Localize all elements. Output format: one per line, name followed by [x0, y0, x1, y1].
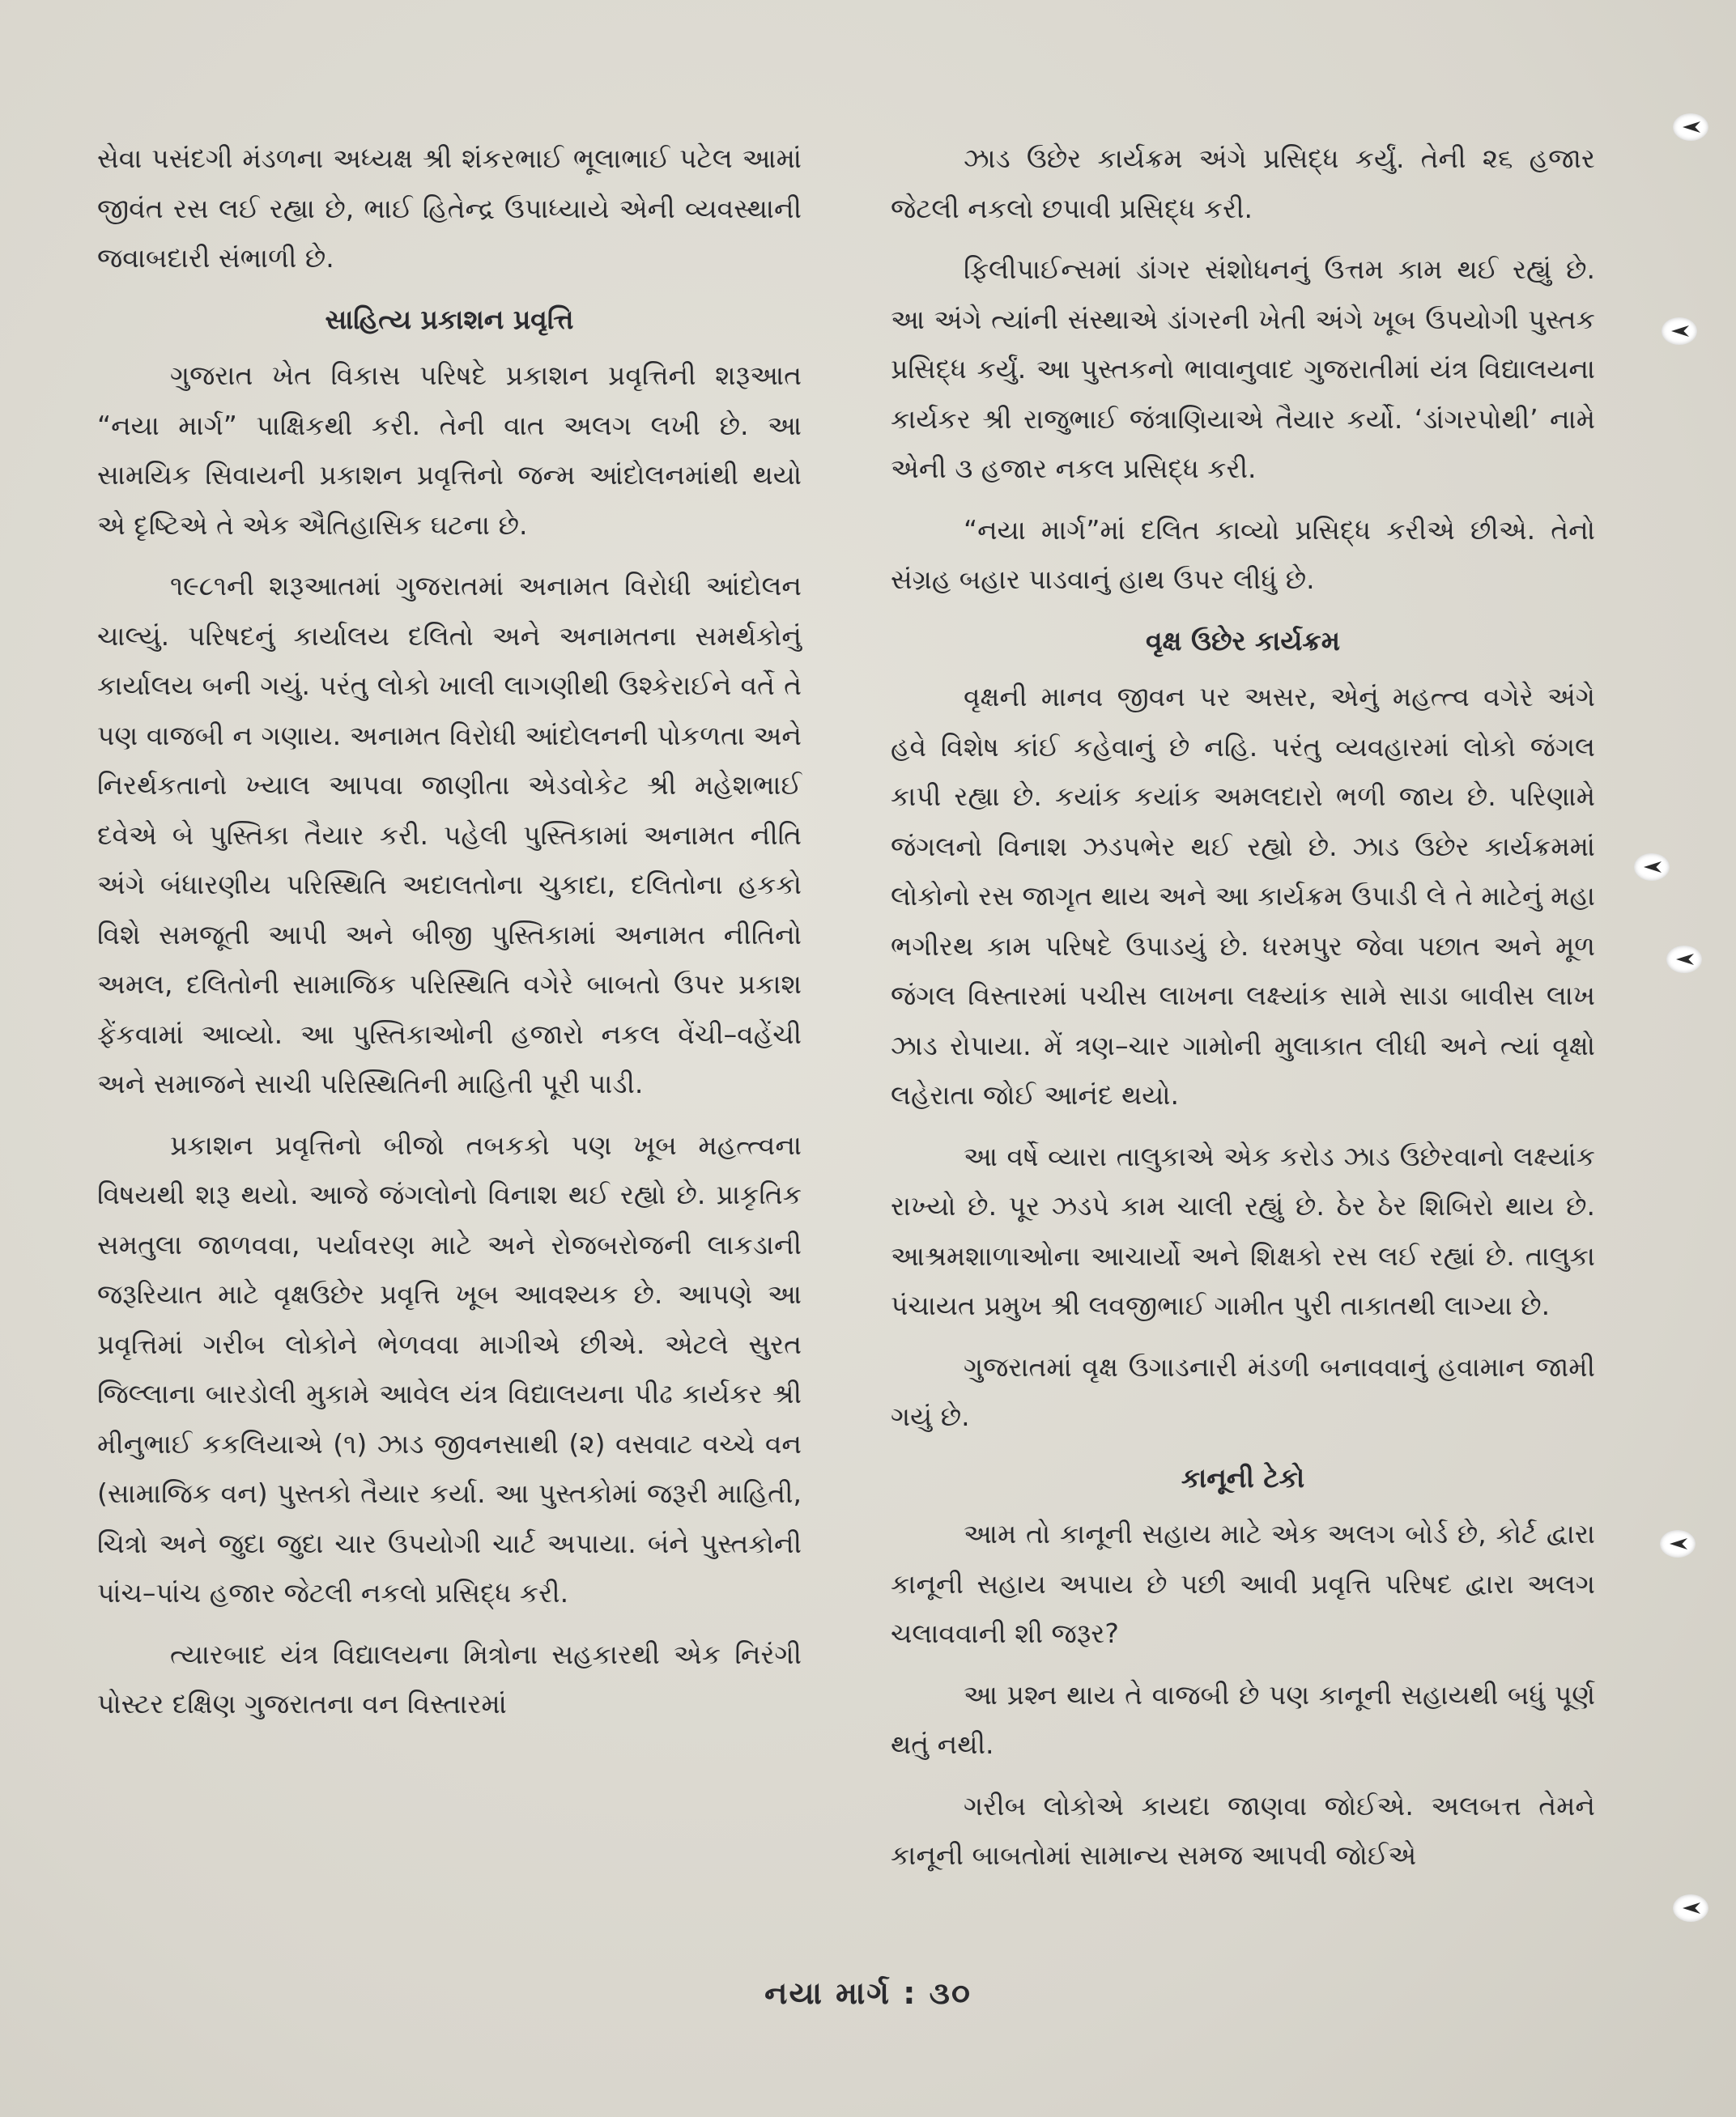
punch-hole-icon [1666, 946, 1702, 973]
punch-hole-icon [1673, 1894, 1708, 1922]
paragraph: આ વર્ષે વ્યારા તાલુકાએ એક કરોડ ઝાડ ઉછેરવાનો લક્ષ્યાંક રાખ્યો છે. પૂર ઝડપે કામ ચાલી રહ્યું છે. ઠેર ઠેર શિબિરો થાય છે. આશ્રમશાળાઓના આચાર્યો અને શિક્ષકો રસ લઈ રહ્યાં છે. તાલુકા પંચાયત પ્રમુખ શ્રી લવજીભાઈ ગામીત પુરી તાકાતથી લાગ્યા છે. [891, 1140, 1595, 1321]
paragraph: સેવા પસંદગી મંડળના અધ્યક્ષ શ્રી શંકરભાઈ ભૂલાભાઈ પટેલ આમાં જીવંત રસ લઈ રહ્યા છે, ભાઈ હિતેન્દ્ર ઉપાધ્યાયે એની વ્યવસ્થાની જવાબદારી સંભાળી છે. [97, 142, 802, 274]
punch-hole-icon [1634, 853, 1670, 881]
paragraph: ગુજરાતમાં વૃક્ષ ઉગાડનારી મંડળી બનાવવાનું હવામાન જામી ગયું છે. [891, 1350, 1595, 1432]
left-column [97, 134, 802, 1741]
paragraph: આમ તો કાનૂની સહાય માટે એક અલગ બોર્ડ છે, કોર્ટ દ્વારા કાનૂની સહાય અપાય છે પછી આવી પ્રવૃત્તિ પરિષદ દ્વારા અલગ ચલાવવાની શી જરૂર? [891, 1518, 1595, 1649]
paragraph: ફિલીપાઈન્સમાં ડાંગર સંશોધનનું ઉત્તમ કામ થઈ રહ્યું છે. આ અંગે ત્યાંની સંસ્થાએ ડાંગરની ખેતી અંગે ખૂબ ઉપયોગી પુસ્તક પ્રસિદ્ધ કર્યું. આ પુસ્તકનો ભાવાનુવાદ ગુજરાતીમાં યંત્ર વિદ્યાલયના કાર્યકર શ્રી રાજુભાઈ જંત્રાણિયાએ તૈયાર કર્યો. ‘ડાંગરપોથી’ નામે એની ૩ હજાર નકલ પ્રસિદ્ધ કરી. [891, 253, 1595, 484]
paragraph: ૧૯૮૧ની શરૂઆતમાં ગુજરાતમાં અનામત વિરોધી આંદોલન ચાલ્યું. પરિષદનું કાર્યાલય દલિતો અને અનામતના સમર્થકોનું કાર્યાલય બની ગયું. પરંતુ લોકો ખાલી લાગણીથી ઉશ્કેરાઈને વર્તે તે પણ વાજબી ન ગણાય. અનામત વિરોધી આંદોલનની પોકળતા અને નિરર્થકતાનો ખ્યાલ આપવા જાણીતા એડવોકેટ શ્રી મહેશભાઈ દવેએ બે પુસ્તિકા તૈયાર કરી. પહેલી પુસ્તિકામાં અનામત નીતિ અંગે બંધારણીય પરિસ્થિતિ અદાલતોના ચુકાદા, દલિતોના હકકો વિશે સમજૂતી આપી અને બીજી પુસ્તિકામાં અનામત નીતિનો અમલ, દલિતોની સામાજિક પરિસ્થિતિ વગેરે બાબતો ઉપર પ્રકાશ ફેંકવામાં આવ્યો. આ પુસ્તિકાઓની હજારો નકલ વેંચી–વહેંચી અને સમાજને સાચી પરિસ્થિતિની માહિતી પૂરી પાડી. [97, 570, 802, 1099]
punch-hole-icon [1662, 317, 1697, 345]
paragraph: ત્યારબાદ યંત્ર વિદ્યાલયના મિત્રોના સહકારથી એક નિરંગી પોસ્ટર દક્ષિણ ગુજરાતના વન વિસ્તારમાં [97, 1638, 802, 1720]
section-heading: કાનૂની ટેકો [1181, 1461, 1305, 1494]
page-footer: નયા માર્ગ : ૩૦ [764, 1975, 972, 2011]
paragraph: પ્રકાશન પ્રવૃત્તિનો બીજો તબકકો પણ ખૂબ મહત્ત્વના વિષયથી શરૂ થયો. આજે જંગલોનો વિનાશ થઈ રહ્યો છે. પ્રાકૃતિક સમતુલા જાળવવા, પર્યાવરણ માટે અને રોજબરોજની લાકડાની જરૂરિયાત માટે વૃક્ષઉછેર પ્રવૃત્તિ ખૂબ આવશ્યક છે. આપણે આ પ્રવૃત્તિમાં ગરીબ લોકોને ભેળવવા માગીએ છીએ. એટલે સુરત જિલ્લાના બારડોલી મુકામે આવેલ યંત્ર વિદ્યાલયના પીઢ કાર્યકર શ્રી મીનુભાઈ કકલિયાએ (૧) ઝાડ જીવનસાથી (૨) વસવાટ વચ્ચે વન (સામાજિક વન) પુસ્તકો તૈયાર કર્યા. આ પુસ્તકોમાં જરૂરી માહિતી, ચિત્રો અને જુદા જુદા ચાર ઉપયોગી ચાર્ટ અપાયા. બંને પુસ્તકોની પાંચ–પાંચ હજાર જેટલી નકલો પ્રસિદ્ધ કરી. [97, 1129, 802, 1609]
section-heading: સાહિત્ય પ્રકાશન પ્રવૃત્તિ [325, 303, 574, 335]
right-column [891, 134, 1595, 1892]
section-heading: વૃક્ષ ઉછેર કાર્યક્રમ [1145, 624, 1341, 657]
paragraph: ગરીબ લોકોએ કાયદા જાણવા જોઈએ. અલબત્ત તેમને કાનૂની બાબતોમાં સામાન્ય સમજ આપવી જોઈએ [891, 1789, 1595, 1871]
paragraph: ગુજરાત ખેત વિકાસ પરિષદે પ્રકાશન પ્રવૃત્તિની શરૂઆત “નયા માર્ગ” પાક્ષિકથી કરી. તેની વાત અલગ લખી છે. આ સામયિક સિવાયની પ્રકાશન પ્રવૃત્તિનો જન્મ આંદોલનમાંથી થયો એ દૃષ્ટિએ તે એક ઐતિહાસિક ઘટના છે. [97, 359, 802, 541]
paragraph: આ પ્રશ્ન થાય તે વાજબી છે પણ કાનૂની સહાયથી બધું પૂર્ણ થતું નથી. [891, 1678, 1595, 1760]
punch-hole-icon [1660, 1530, 1696, 1558]
paragraph: વૃક્ષની માનવ જીવન પર અસર, એનું મહત્ત્વ વગેરે અંગે હવે વિશેષ કાંઈ કહેવાનું છે નહિ. પરંતુ વ્યવહારમાં લોકો જંગલ કાપી રહ્યા છે. કયાંક કયાંક અમલદારો ભળી જાય છે. પરિણામે જંગલનો વિનાશ ઝડપભેર થઈ રહ્યો છે. ઝાડ ઉછેર કાર્યક્રમમાં લોકોનો રસ જાગૃત થાય અને આ કાર્યક્રમ ઉપાડી લે તે માટેનું મહા ભગીરથ કામ પરિષદે ઉપાડયું છે. ધરમપુર જેવા પછાત અને મૂળ જંગલ વિસ્તારમાં પચીસ લાખના લક્ષ્યાંક સામે સાડા બાવીસ લાખ ઝાડ રોપાયા. મેં ત્રણ–ચાર ગામોની મુલાકાત લીધી અને ત્યાં વૃક્ષો લહેરાતા જોઈ આનંદ થયો. [891, 681, 1595, 1111]
paragraph: “નયા માર્ગ”માં દલિત કાવ્યો પ્રસિદ્ધ કરીએ છીએ. તેનો સંગ્રહ બહાર પાડવાનું હાથ ઉપર લીધું છે. [891, 513, 1595, 595]
paragraph: ઝાડ ઉછેર કાર્યક્રમ અંગે પ્રસિદ્ધ કર્યું. તેની ૨૬ હજાર જેટલી નકલો છપાવી પ્રસિદ્ધ કરી. [891, 142, 1595, 224]
punch-hole-icon [1673, 113, 1708, 141]
